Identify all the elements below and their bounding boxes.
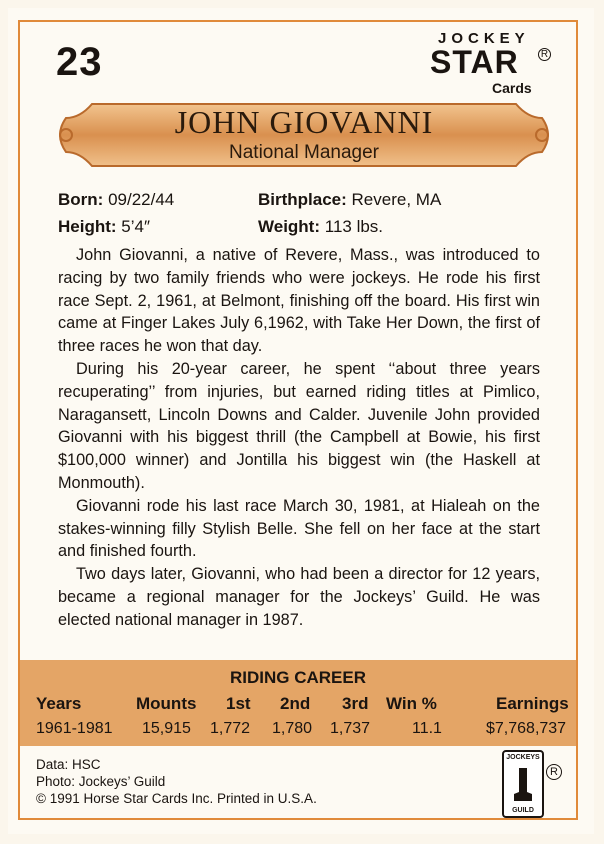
height-label: Height:: [58, 217, 117, 236]
header-1st: 1st: [226, 694, 251, 713]
name-banner: [52, 96, 556, 174]
cell-years: 1961-1981: [36, 720, 113, 737]
card-number: 23: [56, 40, 103, 84]
jockeys-guild-logo: [502, 750, 544, 818]
cell-3rd: 1,737: [330, 720, 371, 737]
header-mounts: Mounts: [136, 694, 197, 713]
header-win-pct: Win %: [386, 694, 437, 713]
boot-icon: [513, 768, 533, 802]
born-fact: [58, 190, 174, 210]
guild-bottom-text: GUILD: [512, 807, 534, 814]
logo-line-star: STAR: [430, 44, 519, 80]
header-earnings: Earnings: [496, 694, 569, 713]
credit-photo: Photo: Jockeys’ Guild: [36, 774, 166, 789]
credit-data: Data: HSC: [36, 757, 101, 772]
jockey-role: National Manager: [229, 142, 379, 163]
cell-win-pct: 11.1: [412, 720, 442, 737]
cell-2nd: 1,780: [272, 720, 313, 737]
cell-earnings: $7,768,737: [486, 720, 567, 737]
logo-line-cards: Cards: [492, 80, 532, 96]
registered-icon: R: [538, 48, 551, 61]
born-value: 09/22/44: [108, 190, 175, 209]
credits: [36, 756, 317, 807]
logo-line-jockey: JOCKEY: [438, 30, 530, 47]
jockey-star-logo: [430, 30, 560, 100]
cell-mounts: 15,915: [142, 720, 191, 737]
birthplace-label: Birthplace:: [258, 190, 347, 209]
cell-1st: 1,772: [210, 720, 251, 737]
registered-icon: R: [546, 764, 562, 780]
bio-paragraph: During his 20-year career, he spent ‘‘about three years recuperating’’ from injuries, but earned riding titles at Pimlico, Naragansett, Lincoln Downs and Calder. Juvenile John provided Giovanni with his biggest thrill (the Campbell at Bowie, his first $100,000 winner) and Jontilla his biggest win (the Haskell at Monmouth).: [58, 359, 540, 492]
weight-fact: [258, 217, 383, 237]
header-3rd: 3rd: [342, 694, 369, 713]
height-value: 5’4″: [121, 217, 150, 236]
bio-paragraph: Giovanni rode his last race March 30, 1981, at Hialeah on the stakes-winning filly Stylish Belle. She fell on her face at the start and finished fourth.: [58, 496, 540, 561]
born-label: Born:: [58, 190, 104, 209]
birthplace-value: Revere, MA: [351, 190, 442, 209]
biography: [58, 244, 540, 632]
birthplace-fact: [258, 190, 441, 210]
header-years: Years: [36, 694, 82, 713]
bio-paragraph: Two days later, Giovanni, who had been a director for 12 years, became a regional manager for the Jockeys’ Guild. He was elected national manager in 1987.: [58, 565, 540, 629]
bio-paragraph: John Giovanni, a native of Revere, Mass., was introduced to racing by two family friends who were jockeys. He rode his first race Sept. 2, 1961, at Belmont, finishing off the board. His first win came at Finger Lakes July 6,1962, with Take Her Down, the first of three races he won that day.: [58, 246, 540, 356]
career-title: RIDING CAREER: [229, 668, 366, 687]
header-2nd: 2nd: [280, 694, 311, 713]
weight-label: Weight:: [258, 217, 321, 236]
weight-value: 113 lbs.: [324, 217, 384, 236]
guild-top-text: JOCKEYS: [506, 754, 540, 761]
riding-career-table: [20, 660, 576, 746]
jockey-name: JOHN GIOVANNI: [174, 104, 434, 140]
height-fact: [58, 217, 150, 237]
copyright: © 1991 Horse Star Cards Inc. Printed in U.S.A.: [36, 791, 317, 806]
